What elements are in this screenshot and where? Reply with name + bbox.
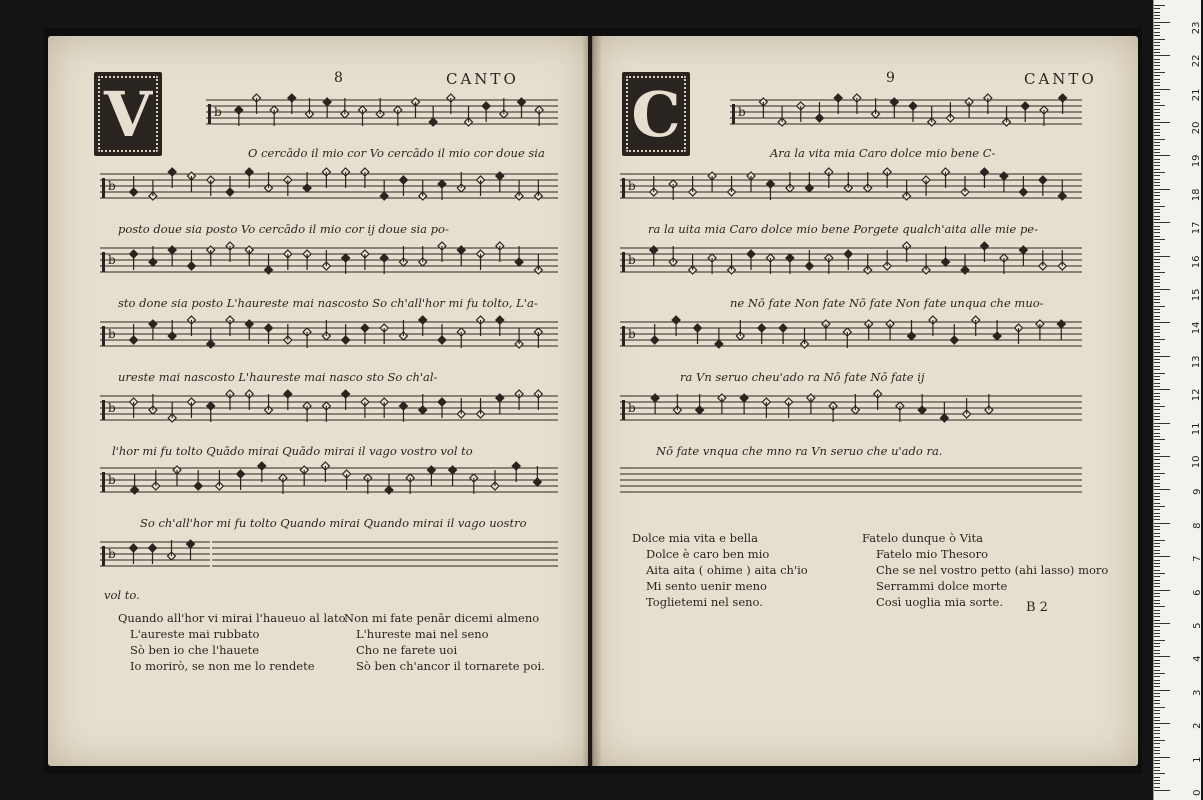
ruler-label: 9 (1191, 488, 1203, 496)
signature-mark: B 2 (1026, 600, 1048, 615)
verse-line: Mi sento uenir meno (646, 579, 767, 593)
ruler-label: 12 (1191, 388, 1203, 402)
music-staff (100, 388, 558, 416)
verse-line: Sò ben ch'ancor il tornarete poi. (356, 659, 545, 673)
part-header: CANTO (446, 70, 519, 88)
ruler-label: 14 (1191, 321, 1203, 335)
ruler-label: 17 (1191, 221, 1203, 235)
ruler-label: 11 (1191, 422, 1203, 435)
lyric-line: posto doue sia posto Vo cercādo il mio cor ij doue sia po- (118, 222, 449, 236)
verse-line: Dolce mia vita e bella (632, 531, 758, 545)
lyric-line: O cercādo il mio cor Vo cercādo il mio cor doue sia (248, 146, 545, 160)
music-staff (620, 388, 1010, 416)
verse-line: Cho ne farete uoi (356, 643, 458, 657)
lyric-line: sto done sia posto L'haureste mai nascosto So ch'all'hor mi fu tolto, L'a- (118, 296, 538, 310)
lyric-line: ra la uita mia Caro dolce mio bene Porgete qualch'aita alle mie pe- (648, 222, 1038, 236)
verse-line: Toglietemi nel seno. (646, 595, 763, 609)
verse-line: Così uoglia mia sorte. (876, 595, 1004, 609)
svg-text:b: b (108, 327, 116, 341)
ruler-label: 18 (1191, 188, 1203, 202)
ruler-label: 20 (1191, 121, 1203, 135)
music-staff (620, 166, 1082, 194)
ruler-label: 19 (1191, 154, 1203, 168)
music-staff (206, 92, 558, 120)
svg-text:b: b (108, 473, 116, 487)
verse-column (632, 530, 808, 610)
lyric-line: ureste mai nascosto L'haureste mai nasco sto So ch'al- (118, 370, 438, 384)
lyric-line: So ch'all'hor mi fu tolto Quando mirai Quando mirai il vago uostro (140, 516, 527, 530)
music-staff (620, 240, 1082, 268)
svg-text:b: b (108, 253, 116, 267)
lyric-line: Nō fate vnqua che mno ra Vn seruo che u'ado ra. (656, 444, 943, 458)
music-staff (100, 240, 558, 268)
decorated-initial: V (94, 72, 162, 156)
music-staff (100, 460, 558, 488)
svg-text:b: b (628, 179, 636, 193)
ruler-label: 1 (1191, 756, 1203, 763)
lyric-line: ra Vn seruo cheu'ado ra Nō fate Nō fate ij (680, 370, 925, 384)
ruler-label: 5 (1191, 622, 1203, 629)
measuring-ruler (1153, 0, 1201, 800)
verse-line: Non mi fate penār dicemi almeno (344, 611, 540, 625)
part-header: CANTO (1024, 70, 1097, 88)
ruler-label: 21 (1191, 88, 1203, 101)
svg-text:b: b (628, 253, 636, 267)
ruler-label: 23 (1191, 21, 1203, 35)
music-staff (100, 166, 558, 194)
ruler-label: 15 (1191, 288, 1203, 302)
page-number: 9 (886, 70, 895, 86)
music-staff (212, 534, 558, 562)
ruler-label: 6 (1191, 589, 1203, 596)
ruler-label: 2 (1191, 722, 1203, 730)
verse-line: Quando all'hor vi mirai l'haueuo al lato (118, 611, 346, 625)
svg-text:b: b (628, 401, 636, 415)
verse-line: L'hureste mai nel seno (356, 627, 489, 641)
ruler-label: 13 (1191, 355, 1203, 369)
ruler-label: 3 (1191, 689, 1203, 696)
verse-line: Che se nel vostro petto (ahi lasso) moro (876, 563, 1109, 577)
verse-line: Aita aita ( ohime ) aita ch'io (646, 563, 808, 577)
verse-line: Io morirò, se non me lo rendete (130, 659, 315, 673)
music-staff (100, 314, 558, 342)
verse-line: Fatelo dunque ò Vita (862, 531, 983, 545)
book-gutter (582, 36, 602, 766)
ruler-label: 22 (1191, 54, 1203, 68)
page-number: 8 (334, 70, 343, 86)
svg-text:b: b (214, 105, 222, 119)
verse-column (118, 610, 346, 674)
verse-line: Fatelo mio Thesoro (876, 547, 989, 561)
decorated-initial: C (622, 72, 690, 156)
ruler-label: 8 (1191, 522, 1203, 529)
lyric-line: Ara la vita mia Caro dolce mio bene C- (770, 146, 996, 160)
svg-text:b: b (628, 327, 636, 341)
verse-line: Serrammi dolce morte (876, 579, 1008, 593)
ruler-label: 16 (1191, 255, 1203, 268)
music-staff (620, 314, 1082, 342)
verse-line: Sò ben io che l'hauete (130, 643, 259, 657)
verse-line: L'aureste mai rubbato (130, 627, 260, 641)
svg-text:b: b (108, 401, 116, 415)
ruler-label: 7 (1191, 555, 1203, 563)
lyric-line: l'hor mi fu tolto Quādo mirai Quādo mirai il vago vostro vol to (112, 444, 473, 458)
music-staff (620, 460, 1082, 488)
verse-column (344, 610, 545, 674)
music-staff (100, 534, 210, 562)
verse-line: Dolce è caro ben mio (646, 547, 770, 561)
lyric-line: ne Nō fate Non fate Nō fate Non fate unqua che muo- (730, 296, 1044, 310)
music-staff (730, 92, 1082, 120)
lyric-line: vol to. (104, 588, 140, 602)
verse-column (862, 530, 1108, 610)
svg-text:b: b (738, 105, 746, 119)
ruler-label: 4 (1191, 655, 1203, 663)
music-staff (1010, 388, 1082, 416)
ruler-label: 0 (1191, 789, 1203, 796)
svg-text:b: b (108, 179, 116, 193)
ruler-label: 10 (1191, 455, 1203, 469)
svg-text:b: b (108, 547, 116, 561)
